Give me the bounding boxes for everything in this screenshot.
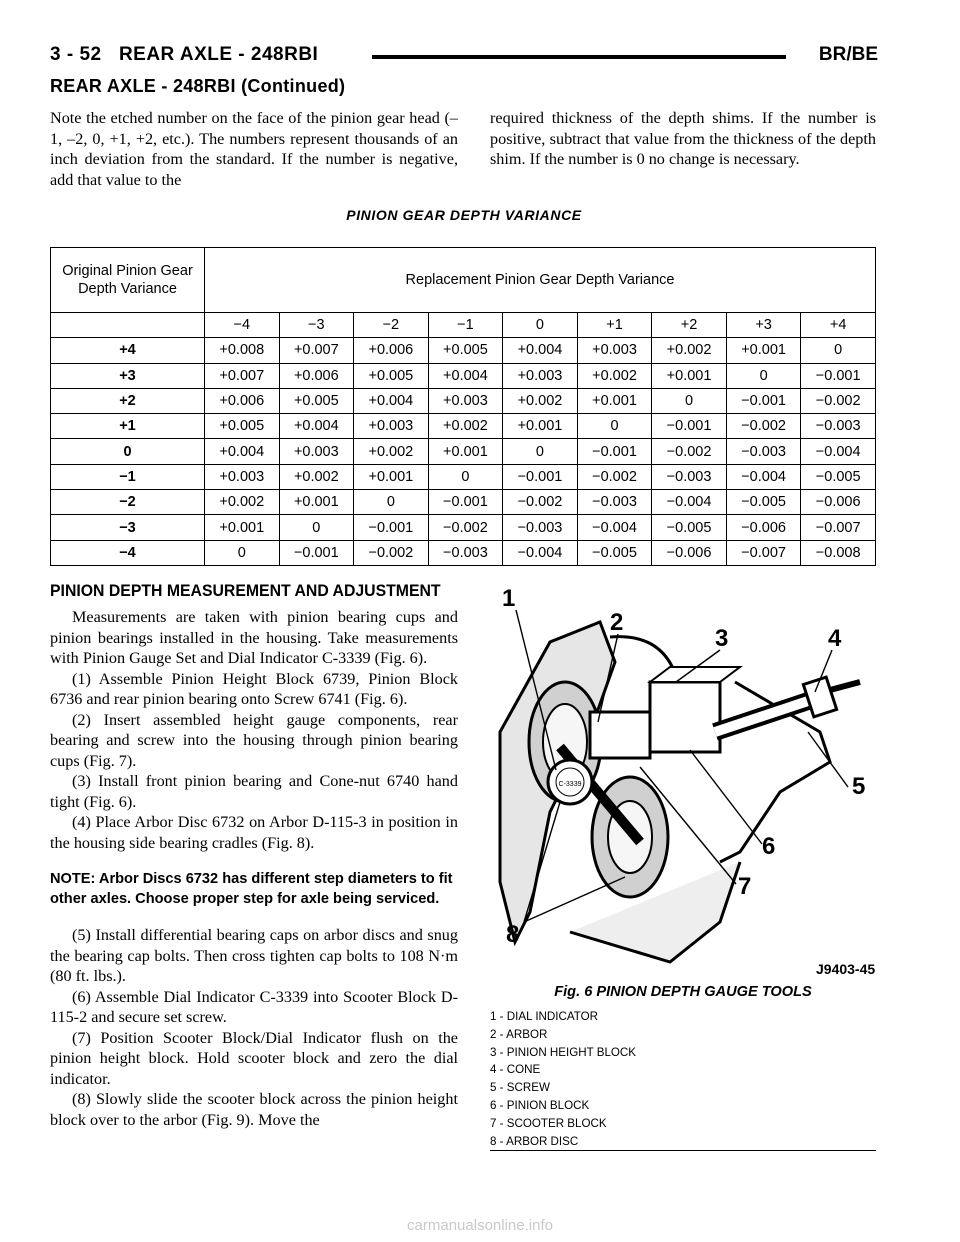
table-cell: +0.001 bbox=[503, 414, 578, 439]
table-cell: −0.002 bbox=[577, 464, 652, 489]
row-label: 0 bbox=[51, 439, 205, 464]
row-label: +3 bbox=[51, 363, 205, 388]
row-label: −1 bbox=[51, 464, 205, 489]
model-code: BR/BE bbox=[818, 44, 878, 65]
column-header: −2 bbox=[354, 313, 429, 338]
procedure-step: (7) Position Scooter Block/Dial Indicator flush on the pinion height block. Hold scooter block and zero the dial indicator. bbox=[50, 1028, 458, 1088]
table-cell: +0.002 bbox=[577, 363, 652, 388]
page-number: 3 - 52 bbox=[50, 44, 102, 65]
table-cell: +0.007 bbox=[205, 363, 280, 388]
callout-2: 2 bbox=[610, 609, 624, 636]
callout-8: 8 bbox=[506, 921, 520, 948]
procedure-step: (2) Insert assembled height gauge components, rear bearing and screw into the housing through pinion bearing cups (Fig. 7). bbox=[50, 710, 458, 770]
table-cell: −0.004 bbox=[801, 439, 876, 464]
section-heading: PINION DEPTH MEASUREMENT AND ADJUSTMENT bbox=[50, 581, 441, 600]
table-cell: +0.003 bbox=[205, 464, 280, 489]
table-cell: −0.006 bbox=[726, 515, 801, 540]
table-cell: +0.003 bbox=[354, 414, 429, 439]
table-cell: −0.001 bbox=[279, 540, 354, 565]
table-cell: −0.002 bbox=[354, 540, 429, 565]
figure-caption: Fig. 6 PINION DEPTH GAUGE TOOLS bbox=[554, 984, 812, 1000]
table-title: PINION GEAR DEPTH VARIANCE bbox=[346, 207, 582, 223]
table-cell: +0.005 bbox=[279, 388, 354, 413]
table-cell: −0.005 bbox=[652, 515, 727, 540]
table-cell: −0.001 bbox=[354, 515, 429, 540]
table-cell: −0.003 bbox=[726, 439, 801, 464]
table-cell: −0.006 bbox=[801, 490, 876, 515]
table-cell: 0 bbox=[801, 338, 876, 363]
steps-group-b bbox=[50, 925, 458, 1130]
table-cell: −0.001 bbox=[428, 490, 503, 515]
table-row bbox=[51, 363, 876, 388]
table-row bbox=[51, 515, 876, 540]
callout-5: 5 bbox=[852, 773, 866, 800]
table-cell: +0.001 bbox=[428, 439, 503, 464]
table-cell: +0.005 bbox=[354, 363, 429, 388]
table-cell: −0.005 bbox=[726, 490, 801, 515]
header-replacement: Replacement Pinion Gear Depth Variance bbox=[205, 248, 876, 313]
legend-item: 4 - CONE bbox=[490, 1063, 541, 1077]
table-cell: +0.001 bbox=[652, 363, 727, 388]
table-cell: −0.005 bbox=[577, 540, 652, 565]
table-cell: +0.006 bbox=[205, 388, 280, 413]
table-cell: −0.007 bbox=[726, 540, 801, 565]
table-column-header-row bbox=[51, 313, 876, 338]
table-row bbox=[51, 388, 876, 413]
row-label: +4 bbox=[51, 338, 205, 363]
callout-7: 7 bbox=[738, 873, 752, 900]
row-label: +1 bbox=[51, 414, 205, 439]
callout-4: 4 bbox=[828, 625, 842, 652]
table-row bbox=[51, 338, 876, 363]
table-cell: +0.004 bbox=[279, 414, 354, 439]
table-cell: 0 bbox=[354, 490, 429, 515]
table-cell: +0.003 bbox=[428, 388, 503, 413]
legend-item: 8 - ARBOR DISC bbox=[490, 1134, 579, 1148]
table-cell: 0 bbox=[503, 439, 578, 464]
table-cell: −0.004 bbox=[652, 490, 727, 515]
table-row bbox=[51, 439, 876, 464]
table-cell: +0.004 bbox=[205, 439, 280, 464]
procedure-text bbox=[50, 607, 458, 1130]
procedure-step: (5) Install differential bearing caps on arbor discs and snug the bearing cap bolts. Then cross tighten cap bolts to 108 N·m (80 ft. lbs.). bbox=[50, 926, 458, 985]
table-cell: +0.008 bbox=[205, 338, 280, 363]
legend-item: 1 - DIAL INDICATOR bbox=[490, 1010, 599, 1023]
table-cell: +0.003 bbox=[503, 363, 578, 388]
column-header: +4 bbox=[801, 313, 876, 338]
intro-text-right: required thickness of the depth shims. If the number is positive, subtract that value from the thickness of the depth shim. If the number is 0 no change is necessary. bbox=[490, 109, 876, 168]
table-cell: 0 bbox=[428, 464, 503, 489]
table-header-row bbox=[51, 248, 876, 313]
table-cell: −0.002 bbox=[428, 515, 503, 540]
table-cell: −0.003 bbox=[801, 414, 876, 439]
legend-rule bbox=[490, 1150, 876, 1151]
table-cell: −0.007 bbox=[801, 515, 876, 540]
table-cell: −0.001 bbox=[801, 363, 876, 388]
table-cell: +0.002 bbox=[354, 439, 429, 464]
table-row bbox=[51, 414, 876, 439]
column-header: −1 bbox=[428, 313, 503, 338]
legend-item: 7 - SCOOTER BLOCK bbox=[490, 1116, 607, 1130]
callout-6: 6 bbox=[762, 833, 776, 860]
gauge-tools-illustration bbox=[490, 582, 876, 982]
page-number-section bbox=[50, 44, 318, 66]
table-cell: +0.002 bbox=[503, 388, 578, 413]
legend-item: 6 - PINION BLOCK bbox=[490, 1098, 590, 1112]
row-label: −4 bbox=[51, 540, 205, 565]
row-label: −3 bbox=[51, 515, 205, 540]
table-cell: 0 bbox=[577, 414, 652, 439]
table-cell: −0.003 bbox=[577, 490, 652, 515]
table-cell: +0.004 bbox=[503, 338, 578, 363]
page-header bbox=[50, 44, 878, 70]
table-cell: −0.004 bbox=[503, 540, 578, 565]
table-cell: −0.006 bbox=[652, 540, 727, 565]
dial-face-label: C-3339 bbox=[558, 781, 582, 788]
section-intro: Measurements are taken with pinion bearing cups and pinion bearings installed in the housing. Take measurements with Pinion Gauge Set and Dial Indicator C-3339 (Fig. 6). bbox=[50, 608, 458, 667]
table-cell: 0 bbox=[726, 363, 801, 388]
table-cell: −0.002 bbox=[652, 439, 727, 464]
procedure-step: (3) Install front pinion bearing and Cone-nut 6740 hand tight (Fig. 6). bbox=[50, 772, 458, 811]
callout-3: 3 bbox=[715, 625, 729, 652]
table-cell: −0.005 bbox=[801, 464, 876, 489]
table-row bbox=[51, 490, 876, 515]
table-cell: −0.004 bbox=[726, 464, 801, 489]
table-cell: +0.005 bbox=[428, 338, 503, 363]
table-cell: −0.001 bbox=[726, 388, 801, 413]
table-cell: +0.005 bbox=[205, 414, 280, 439]
table-cell: 0 bbox=[652, 388, 727, 413]
continued-title: REAR AXLE - 248RBI (Continued) bbox=[50, 76, 346, 96]
intro-text-left: Note the etched number on the face of the pinion gear head (–1, –2, 0, +1, +2, etc.). The numbers represent thousands of an inch deviation from the standard. If the number is negative, add that value to the bbox=[50, 109, 458, 189]
table-cell: +0.001 bbox=[279, 490, 354, 515]
column-header: 0 bbox=[503, 313, 578, 338]
header-rule bbox=[372, 55, 786, 59]
table-cell: +0.004 bbox=[354, 388, 429, 413]
column-header: +1 bbox=[577, 313, 652, 338]
procedure-step: (1) Assemble Pinion Height Block 6739, Pinion Block 6736 and rear pinion bearing onto Screw 6741 (Fig. 6). bbox=[50, 669, 458, 708]
table-cell: +0.006 bbox=[279, 363, 354, 388]
table-cell: +0.001 bbox=[205, 515, 280, 540]
table-cell: +0.001 bbox=[354, 464, 429, 489]
table-cell: −0.008 bbox=[801, 540, 876, 565]
table-cell: 0 bbox=[205, 540, 280, 565]
figure-code: J9403-45 bbox=[816, 961, 876, 977]
table-cell: −0.003 bbox=[503, 515, 578, 540]
column-header: −3 bbox=[279, 313, 354, 338]
column-header: +2 bbox=[652, 313, 727, 338]
row-label: +2 bbox=[51, 388, 205, 413]
callout-1: 1 bbox=[502, 585, 516, 612]
table-cell: −0.001 bbox=[577, 439, 652, 464]
legend-item: 3 - PINION HEIGHT BLOCK bbox=[490, 1045, 637, 1059]
table-cell: −0.002 bbox=[726, 414, 801, 439]
table-row bbox=[51, 540, 876, 565]
table-cell: +0.007 bbox=[279, 338, 354, 363]
table-cell: +0.002 bbox=[279, 464, 354, 489]
header-original: Original Pinion Gear Depth Variance bbox=[51, 248, 205, 313]
table-cell: −0.003 bbox=[428, 540, 503, 565]
table-row bbox=[51, 464, 876, 489]
note: NOTE: Arbor Discs 6732 has different step diameters to fit other axles. Choose proper step for axle being serviced. bbox=[50, 871, 453, 907]
legend-item: 5 - SCREW bbox=[490, 1081, 550, 1095]
variance-table bbox=[50, 247, 876, 566]
column-header: +3 bbox=[726, 313, 801, 338]
table-cell: −0.001 bbox=[503, 464, 578, 489]
section-name: REAR AXLE - 248RBI bbox=[118, 44, 319, 65]
table-cell: +0.002 bbox=[428, 414, 503, 439]
figure-legend bbox=[490, 1008, 876, 1150]
table-cell: −0.004 bbox=[577, 515, 652, 540]
row-label: −2 bbox=[51, 490, 205, 515]
table-cell: +0.004 bbox=[428, 363, 503, 388]
table-cell: +0.002 bbox=[652, 338, 727, 363]
column-header: −4 bbox=[205, 313, 280, 338]
watermark: carmanualsonline.info bbox=[407, 1217, 553, 1234]
corner-cell bbox=[51, 313, 205, 338]
table-cell: −0.001 bbox=[652, 414, 727, 439]
table-cell: −0.003 bbox=[652, 464, 727, 489]
table-cell: +0.003 bbox=[279, 439, 354, 464]
steps-group-a bbox=[50, 669, 458, 854]
table-cell: +0.002 bbox=[205, 490, 280, 515]
procedure-step: (8) Slowly slide the scooter block across the pinion height block over to the arbor (Fig. 9). Move the bbox=[50, 1090, 458, 1129]
table-cell: +0.001 bbox=[726, 338, 801, 363]
table-cell: +0.001 bbox=[577, 388, 652, 413]
table-cell: 0 bbox=[279, 515, 354, 540]
procedure-step: (6) Assemble Dial Indicator C-3339 into Scooter Block D-115-2 and secure set screw. bbox=[50, 987, 458, 1026]
table-cell: +0.003 bbox=[577, 338, 652, 363]
procedure-step: (4) Place Arbor Disc 6732 on Arbor D-115-3 in position in the housing side bearing cradles (Fig. 8). bbox=[50, 813, 458, 852]
figure-pinion-depth-gauge bbox=[490, 582, 876, 982]
table-cell: −0.002 bbox=[503, 490, 578, 515]
legend-item: 2 - ARBOR bbox=[490, 1027, 548, 1041]
table-cell: −0.002 bbox=[801, 388, 876, 413]
table-cell: +0.006 bbox=[354, 338, 429, 363]
